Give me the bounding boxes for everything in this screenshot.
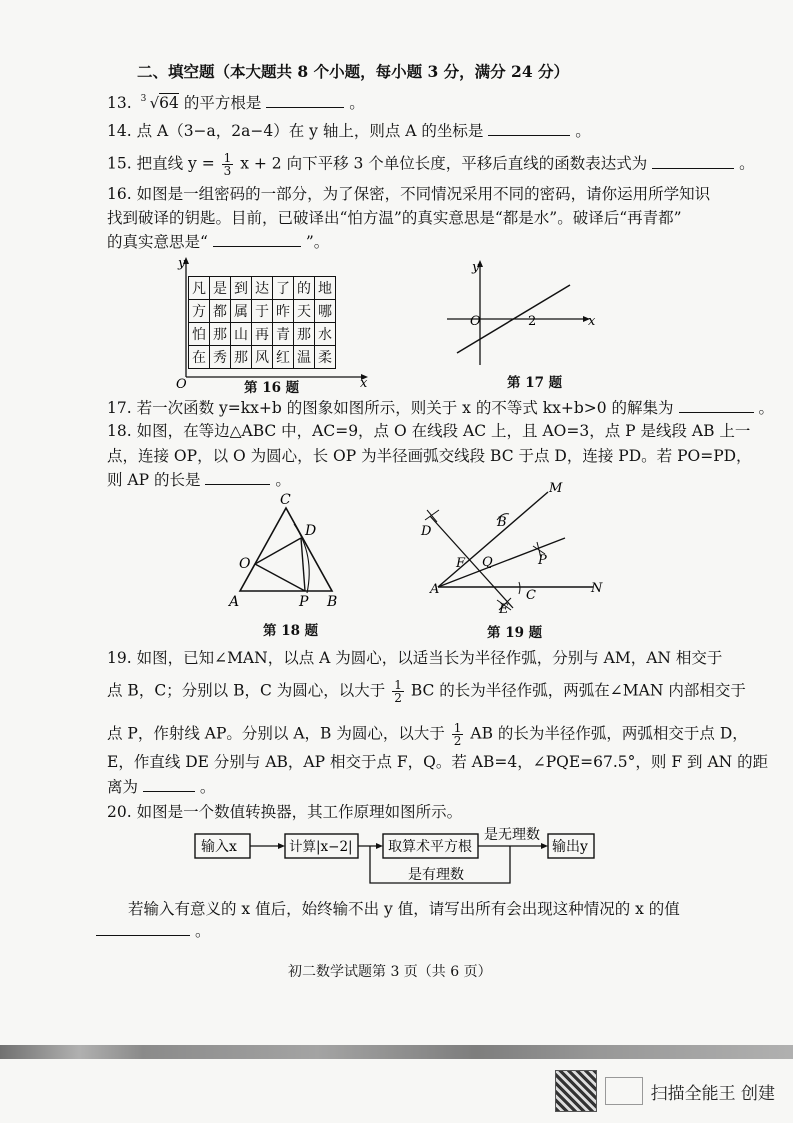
flow-input-box: 输入x <box>201 839 237 855</box>
q20-line-2: 若输入有意义的 x 值后，始终输不出 y 值，请写出所有会出现这种情况的 x 的值 <box>128 900 680 918</box>
q18-answer-blank[interactable] <box>205 470 270 485</box>
flow-label-irrational: 是无理数 <box>484 827 540 843</box>
q19-line-4: E，作直线 DE 分别与 AB，AP 相交于点 F，Q。若 AB=4，∠PQE=67.5°，则 F 到 AN 的距 <box>107 753 769 771</box>
fig19-label-D: D <box>421 524 432 539</box>
q15-answer-blank[interactable] <box>652 154 734 169</box>
cipher-grid-cell: 那 <box>294 323 315 346</box>
q18-line-3: 则 AP 的长是 。 <box>107 471 291 489</box>
cipher-grid-cell: 山 <box>231 323 252 346</box>
cipher-grid-cell: 属 <box>231 300 252 323</box>
fig19-label-M: M <box>549 481 563 496</box>
cipher-grid-cell: 达 <box>252 277 273 300</box>
figure-17 <box>445 257 605 367</box>
figure-17-caption: 第 17 题 <box>507 375 563 391</box>
section-title: 二、填空题（本大题共 8 个小题，每小题 3 分，满分 24 分） <box>137 62 570 81</box>
cipher-grid-cell: 温 <box>294 346 315 369</box>
flow-compute-box: 计算|x−2| <box>289 839 353 855</box>
cipher-grid-cell: 那 <box>231 346 252 369</box>
q13-number: 13. <box>107 94 132 112</box>
q16-line-3: 的真实意思是“ ”。 <box>107 233 330 251</box>
cipher-grid-cell: 柔 <box>315 346 336 369</box>
figure-19-caption: 第 19 题 <box>487 625 543 641</box>
q19-line-5: 离为 。 <box>107 778 216 796</box>
cipher-grid-cell: 风 <box>252 346 273 369</box>
fig18-label-D: D <box>305 523 317 539</box>
fig18-label-C: C <box>280 492 291 508</box>
figure-18 <box>225 490 350 615</box>
page-footer: 初二数学试题第 3 页（共 6 页） <box>288 964 492 980</box>
cipher-grid-cell: 在 <box>189 346 210 369</box>
fig19-label-F: F <box>456 556 466 571</box>
cipher-grid-cell: 昨 <box>273 300 294 323</box>
cipher-grid-cell: 是 <box>210 277 231 300</box>
q19-answer-blank[interactable] <box>143 777 195 792</box>
figure-18-caption: 第 18 题 <box>263 623 319 639</box>
fig19-label-Q: Q <box>482 555 493 570</box>
q20-flowchart <box>190 823 600 893</box>
q15-text-pre: 15. 把直线 y = <box>107 154 215 173</box>
scanner-watermark <box>555 1070 775 1112</box>
flow-label-rational: 是有理数 <box>408 867 464 883</box>
flow-output-box: 输出y <box>552 839 588 855</box>
fig19-label-C: C <box>526 588 536 603</box>
cipher-grid-cell: 天 <box>294 300 315 323</box>
cipher-grid-cell: 怕 <box>189 323 210 346</box>
cipher-grid-cell: 凡 <box>189 277 210 300</box>
q13-answer-blank[interactable] <box>266 93 344 108</box>
fig17-origin-label: O <box>470 314 481 329</box>
fig19-label-P: P <box>538 553 547 568</box>
cipher-grid-cell: 了 <box>273 277 294 300</box>
cipher-grid-cell: 再 <box>252 323 273 346</box>
cipher-grid-cell: 秀 <box>210 346 231 369</box>
cipher-grid-cell: 都 <box>210 300 231 323</box>
fig18-label-O: O <box>239 556 251 572</box>
figure-19 <box>415 478 615 618</box>
cipher-grid-cell: 地 <box>315 277 336 300</box>
figure-16-caption: 第 16 题 <box>244 380 300 396</box>
question-17: 17. 若一次函数 y=kx+b 的图象如图所示，则关于 x 的不等式 kx+b>0 的解集为 。 <box>107 399 774 417</box>
q17-answer-blank[interactable] <box>679 398 754 413</box>
fig16-origin-label: O <box>176 377 187 390</box>
cipher-grid-row <box>189 323 336 346</box>
q19-fraction-2: $\frac{1}{2}$ <box>453 721 462 748</box>
question-13: 13. 3 √64 的平方根是 。 <box>107 94 365 112</box>
q14-text: 14. 点 A（3−a，2a−4）在 y 轴上，则点 A 的坐标是 <box>107 122 484 140</box>
question-15: 15. 把直线 y = $\frac{1}{3}$ x + 2 向下平移 3 个单位长度，平移后直线的函数表达式为 。 <box>107 151 755 178</box>
figure-16 <box>172 255 372 390</box>
cipher-grid-cell: 的 <box>294 277 315 300</box>
cipher-grid-row <box>189 346 336 369</box>
cipher-grid-cell: 青 <box>273 323 294 346</box>
q19-fraction-1: $\frac{1}{2}$ <box>394 678 402 705</box>
cipher-grid-cell: 到 <box>231 277 252 300</box>
cipher-grid <box>188 276 336 369</box>
fig18-label-A: A <box>229 594 240 610</box>
q13-text: 的平方根是 <box>183 94 262 112</box>
q18-line-2: 点，连接 OP，以 O 为圆心，长 OP 为半径画弧交线段 BC 于点 D，连接 PD。若 PO=PD， <box>107 447 752 465</box>
q16-line-2: 找到破译的钥匙。目前，已破译出“怕方温”的真实意思是“都是水”。破译后“再青都” <box>107 209 682 227</box>
fig17-y-label: y <box>472 260 480 275</box>
scan-edge-strip <box>0 1045 793 1059</box>
q14-answer-blank[interactable] <box>488 121 570 136</box>
q16-answer-blank[interactable] <box>213 232 301 247</box>
cipher-grid-cell: 哪 <box>315 300 336 323</box>
fig19-label-E: E <box>499 602 509 617</box>
cipher-grid-cell: 那 <box>210 323 231 346</box>
fig16-x-label: x <box>360 376 368 390</box>
watermark-text: 扫描全能王 创建 <box>650 1083 775 1104</box>
fig16-y-label: y <box>178 256 186 271</box>
cipher-grid-cell: 方 <box>189 300 210 323</box>
cipher-grid-row <box>189 300 336 323</box>
fig18-label-P: P <box>299 594 309 610</box>
q20-answer-blank[interactable] <box>96 921 190 936</box>
fig19-label-B: B <box>497 515 507 530</box>
flow-sqrt-box: 取算术平方根 <box>388 839 472 855</box>
cipher-grid-row <box>189 277 336 300</box>
q18-line-1: 18. 如图，在等边△ABC 中，AC=9，点 O 在线段 AC 上，且 AO=3，点 P 是线段 AB 上一 <box>107 422 751 440</box>
scanner-logo-icon <box>605 1077 643 1105</box>
fig18-label-B: B <box>327 594 338 610</box>
fig17-x-label: x <box>588 314 596 329</box>
q15-fraction: $\frac{1}{3}$ <box>223 151 232 178</box>
q19-line-3: 点 P，作射线 AP。分别以 A，B 为圆心，以大于 $\frac{1}{2}$ AB 的长为半径作弧，两弧相交于点 D， <box>107 721 748 748</box>
q19-line-1: 19. 如图，已知∠MAN，以点 A 为圆心，以适当长为半径作弧，分别与 AM，AN 相交于 <box>107 649 723 667</box>
fig19-label-A: A <box>430 582 440 597</box>
qr-code-icon <box>555 1070 597 1112</box>
q17-text: 17. 若一次函数 y=kx+b 的图象如图所示，则关于 x 的不等式 kx+b>0 的解集为 <box>107 399 674 417</box>
question-14: 14. 点 A（3−a，2a−4）在 y 轴上，则点 A 的坐标是 。 <box>107 122 591 140</box>
q16-line-1: 16. 如图是一组密码的一部分，为了保密，不同情况采用不同的密码，请你运用所学知识 <box>107 185 711 203</box>
cipher-grid-cell: 红 <box>273 346 294 369</box>
q20-line-1: 20. 如图是一个数值转换器，其工作原理如图所示。 <box>107 803 463 821</box>
q20-line-3: 。 <box>96 921 210 941</box>
q13-cube-root: 3 √64 <box>140 94 179 112</box>
fig19-label-N: N <box>591 581 603 596</box>
q15-text-post: x + 2 向下平移 3 个单位长度，平移后直线的函数表达式为 <box>240 154 648 173</box>
cipher-grid-cell: 水 <box>315 323 336 346</box>
fig17-tick-2: 2 <box>528 314 537 329</box>
cipher-grid-cell: 于 <box>252 300 273 323</box>
q19-line-2: 点 B，C；分别以 B，C 为圆心，以大于 $\frac{1}{2}$ BC 的长为半径作弧，两弧在∠MAN 内部相交于 <box>107 678 746 705</box>
